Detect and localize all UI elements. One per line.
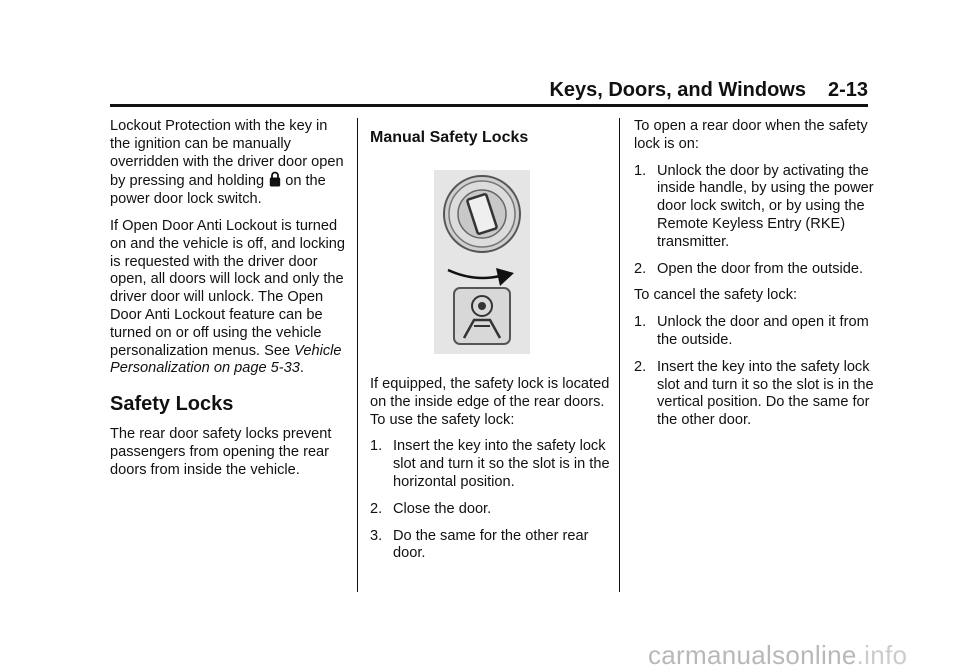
- step-text: Unlock the door and open it from the outside.: [657, 314, 869, 348]
- watermark-text: carmanualsonline: [648, 640, 857, 670]
- turn-arrow-icon: [448, 268, 514, 286]
- page-number: 2-13: [827, 79, 868, 101]
- paragraph-text: on the power door lock switch.: [110, 173, 326, 208]
- step-number: 2.: [634, 358, 647, 375]
- watermark-text: .info: [856, 640, 908, 670]
- list-item: [370, 528, 610, 564]
- anti-lockout-paragraph: [110, 218, 346, 378]
- subsection-heading: Manual Safety Locks: [370, 129, 529, 146]
- step-number: 1.: [370, 438, 383, 455]
- paragraph-text: .: [299, 360, 304, 377]
- lockout-protection-paragraph: [110, 118, 346, 209]
- step-number: 1.: [634, 314, 647, 331]
- column-divider: [357, 118, 358, 592]
- page-header: [110, 76, 868, 107]
- step-text: Do the same for the other rear door.: [393, 527, 589, 562]
- illustration-graphic: [434, 170, 530, 354]
- list-item: [634, 314, 874, 350]
- list-item: [370, 438, 610, 491]
- watermark: [648, 640, 907, 671]
- step-text: Open the door from the outside.: [657, 260, 864, 277]
- open-door-steps: [634, 163, 874, 279]
- lock-dial-icon: [444, 176, 520, 252]
- paragraph-text: If Open Door Anti Lockout is turned on and the vehicle is off, and locking is requested with the driver door open, all doors will lock and only the driver door will unlock. The Open Door Anti Lockout feature can be turned on or off using the vehicle personalization menus. See: [110, 217, 346, 359]
- child-lock-symbol-icon: [454, 288, 510, 344]
- column-right: [634, 118, 874, 439]
- lock-icon: [269, 171, 281, 187]
- column-divider: [619, 118, 620, 592]
- manual-safety-intro: If equipped, the safety lock is located on the inside edge of the rear doors. To use the safety lock:: [370, 376, 610, 428]
- manual-safety-steps: [370, 438, 610, 563]
- step-number: 3.: [370, 527, 383, 544]
- step-text: Close the door.: [393, 500, 492, 517]
- safety-locks-paragraph: The rear door safety locks prevent passengers from opening the rear doors from inside the vehicle.: [110, 426, 332, 478]
- step-number: 2.: [634, 260, 647, 277]
- column-left: [110, 118, 346, 489]
- step-text: Insert the key into the safety lock slot and turn it so the slot is in the vertical position. Do the same for the other door.: [657, 358, 874, 429]
- section-heading: Safety Locks: [110, 393, 234, 416]
- cancel-lock-intro: To cancel the safety lock:: [634, 287, 798, 304]
- step-number: 2.: [370, 500, 383, 517]
- safety-lock-illustration: [434, 170, 530, 354]
- section-title: Keys, Doors, and Windows: [549, 79, 806, 101]
- list-item: [634, 163, 874, 252]
- cross-reference-link[interactable]: Vehicle Personalization on page 5-33: [110, 342, 342, 377]
- paragraph-text: Lockout Protection with the key in the ignition can be manually overridden with the driver door open by pressing and holding: [110, 118, 344, 190]
- step-text: Unlock the door by activating the inside handle, by using the power door lock switch, or by using the Remote Keyless Entry (RKE) transmitter.: [657, 162, 874, 250]
- list-item: [370, 501, 610, 519]
- cancel-lock-steps: [634, 314, 874, 430]
- list-item: [634, 359, 874, 430]
- step-text: Insert the key into the safety lock slot and turn it so the slot is in the horizontal position.: [393, 438, 610, 490]
- column-middle: [370, 128, 610, 572]
- open-door-intro: To open a rear door when the safety lock is on:: [634, 118, 868, 152]
- step-number: 1.: [634, 162, 647, 179]
- list-item: [634, 261, 874, 279]
